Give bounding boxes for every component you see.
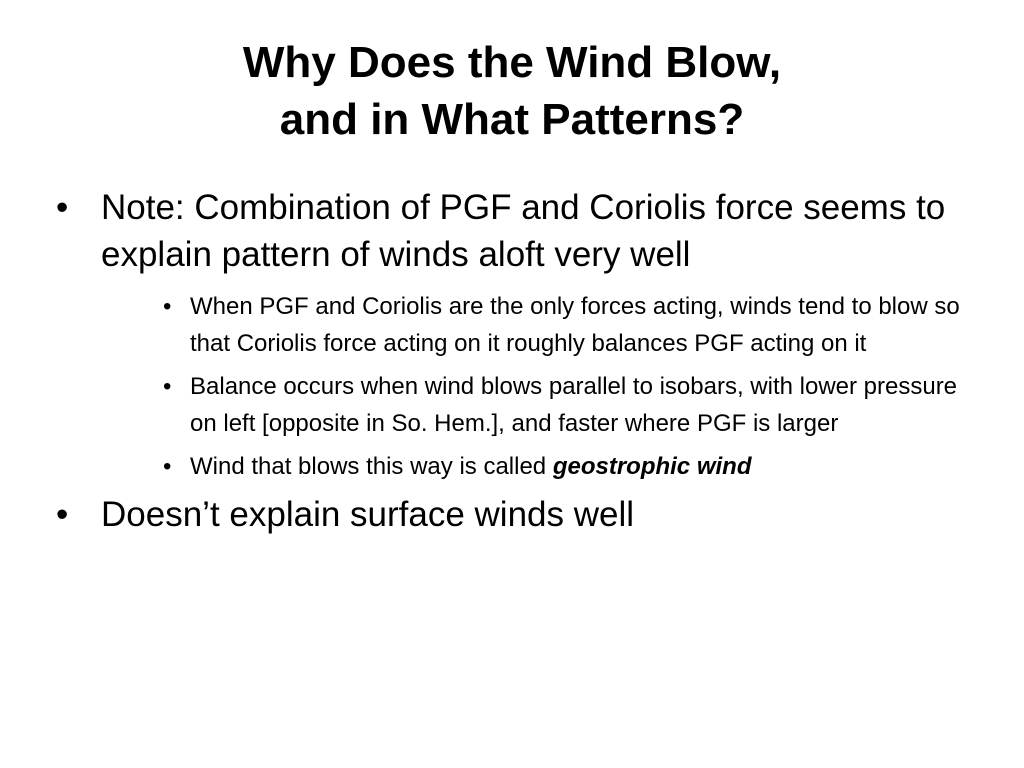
bullet-text: Doesn’t explain surface winds well (101, 495, 635, 534)
bullet-dot-icon: • (56, 495, 69, 534)
sub-bullet-item (0, 448, 1024, 485)
emphasis-term: geostrophic wind (552, 453, 752, 480)
sub-bullet-list (0, 288, 1024, 485)
sub-bullet-text: Wind that blows this way is called (190, 453, 553, 480)
bullet-text: Note: Combination of PGF and Coriolis force seems to explain pattern of winds aloft very well (101, 188, 946, 274)
sub-bullet-text: When PGF and Coriolis are the only forces acting, winds tend to blow so that Coriolis force acting on it roughly balances PGF acting on it (190, 293, 960, 357)
sub-bullet-dot-icon: • (163, 453, 172, 480)
sub-bullet-item (0, 288, 1024, 362)
sub-bullet-item (0, 368, 1024, 442)
slide-title (60, 34, 964, 148)
sub-bullet-dot-icon: • (163, 373, 172, 400)
bullet-item (0, 491, 1024, 538)
title-line-2: and in What Patterns? (279, 95, 745, 144)
sub-bullet-text: Balance occurs when wind blows parallel to isobars, with lower pressure on left [opposite in So. Hem.], and faster where PGF is larger (190, 373, 958, 437)
title-line-1: Why Does the Wind Blow, (242, 38, 782, 87)
bullet-item (0, 184, 1024, 278)
sub-bullet-dot-icon: • (163, 293, 172, 320)
bullet-dot-icon: • (56, 188, 69, 227)
slide-body (0, 184, 1024, 538)
